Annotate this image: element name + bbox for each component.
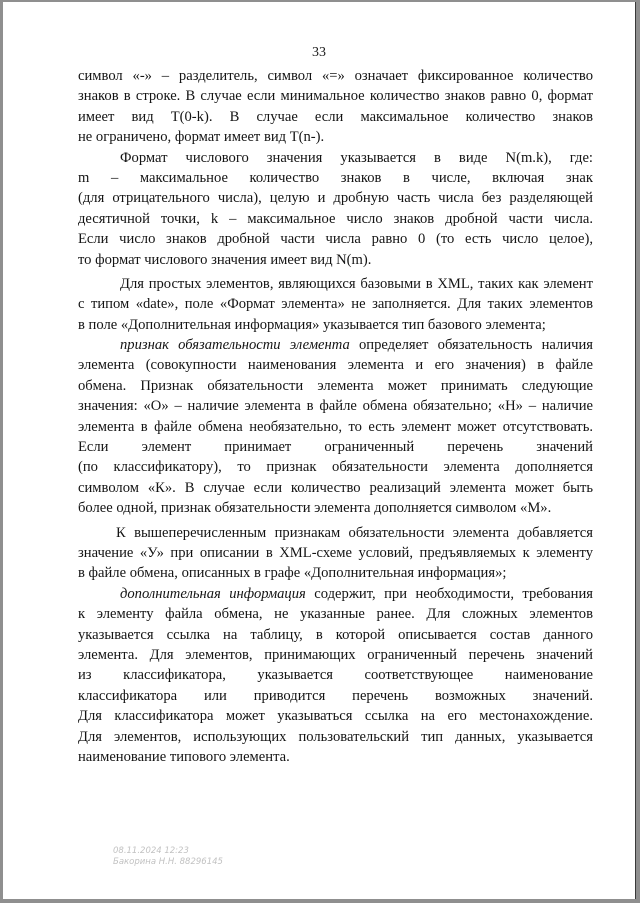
signature-stamp bbox=[113, 846, 223, 868]
text-line: значение «У» при описании в XML-схеме условий, предъявляемых к элементу bbox=[78, 544, 593, 561]
text-line: наименование типового элемента. bbox=[78, 748, 290, 765]
text-line: знаков в строке. В случае если минимальное количество знаков равно 0, формат bbox=[78, 88, 593, 105]
text-line: символом «К». В случае если количество реализаций элемента может быть bbox=[78, 479, 593, 496]
text-line: символ «-» – разделитель, символ «=» означает фиксированное количество bbox=[78, 68, 593, 84]
text-line bbox=[78, 584, 593, 604]
text-line: Формат числового значения указывается в виде N(m.k), где: bbox=[120, 149, 593, 166]
text-line: то формат числового значения имеет вид N(m). bbox=[78, 251, 372, 268]
text-line: указывается ссылка на таблицу, в которой описывается состав данного bbox=[78, 626, 593, 643]
stamp-datetime: 08.11.2024 12:23 bbox=[113, 846, 189, 856]
text-line: (для отрицательного числа), целую и дробную часть числа без разделяющей bbox=[78, 190, 593, 207]
text-fragment: определяет обязательность наличия bbox=[349, 337, 593, 354]
text-line: элемента (совокупности наименования элемента и его значения) в файле bbox=[78, 357, 593, 374]
text-line: (по классификатору), то признак обязательности элемента дополняется bbox=[78, 459, 593, 476]
text-line: Для классификатора может указываться ссылка на его местонахождение. bbox=[78, 708, 593, 725]
text-line: К вышеперечисленным признакам обязательности элемента добавляется bbox=[116, 524, 593, 541]
text-line: из классификатора, указывается соответствующее наименование bbox=[78, 667, 593, 684]
page-number: 33 bbox=[312, 45, 326, 60]
text-line: значения: «О» – наличие элемента в файле обмена обязательно; «Н» – наличие bbox=[78, 398, 593, 415]
text-line: Если число знаков дробной части числа равно 0 (то есть число целое), bbox=[78, 231, 593, 248]
text-line: не ограничено, формат имеет вид Т(n-). bbox=[78, 129, 325, 146]
document-page bbox=[3, 2, 636, 899]
text-line: в поле «Дополнительная информация» указывается тип базового элемента; bbox=[78, 316, 546, 333]
text-line: к элементу файла обмена, не указанные ранее. Для сложных элементов bbox=[78, 606, 593, 623]
text-line: m – максимальное количество знаков в числе, включая знак bbox=[78, 169, 593, 186]
text-line: Если элемент принимает ограниченный перечень значений bbox=[78, 439, 593, 456]
text-line: имеет вид Т(0-k). В случае если максимальное количество знаков bbox=[78, 108, 593, 125]
text-line: с типом «date», поле «Формат элемента» не заполняется. Для таких элементов bbox=[78, 296, 593, 313]
text-line: элемента в файле обмена необязательно, то есть элемент может отсутствовать. bbox=[78, 418, 593, 435]
text-line: элемента. Для элементов, принимающих ограниченный перечень значений bbox=[78, 646, 593, 663]
text-line: классификатора или приводится перечень возможных значений. bbox=[78, 687, 593, 704]
term-mandatory-flag: признак обязательности элемента bbox=[120, 337, 350, 354]
text-fragment: содержит, при необходимости, требования bbox=[305, 585, 593, 602]
body-text bbox=[78, 66, 593, 767]
text-line: десятичной точки, k – максимальное число знаков дробной части числа. bbox=[78, 210, 593, 227]
stamp-signer: Бакорина Н.Н. 88296145 bbox=[113, 857, 223, 867]
text-line: Для элементов, использующих пользовательский тип данных, указывается bbox=[78, 728, 593, 745]
text-line: Для простых элементов, являющихся базовыми в XML, таких как элемент bbox=[120, 275, 593, 292]
term-additional-info: дополнительная информация bbox=[120, 585, 306, 602]
text-line: более одной, признак обязательности элемента дополняется символом «М». bbox=[78, 500, 552, 517]
text-line bbox=[78, 335, 593, 355]
text-line: в файле обмена, описанных в графе «Дополнительная информация»; bbox=[78, 565, 507, 582]
text-line: обмена. Признак обязательности элемента может принимать следующие bbox=[78, 377, 593, 394]
